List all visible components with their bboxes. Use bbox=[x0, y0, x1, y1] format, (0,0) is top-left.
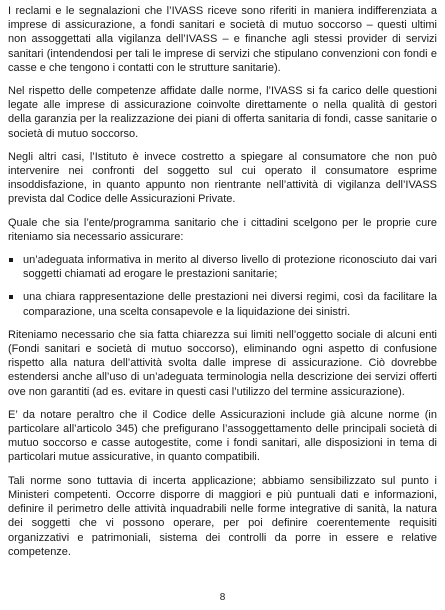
bullet-text: una chiara rappresentazione delle prestazioni nei diversi regimi, così da facilitare la comparazione, una scelta consapevole e la liquidazione dei sinistri. bbox=[23, 291, 437, 318]
bullet-item-rappresentazione bbox=[8, 290, 437, 318]
page-number: 8 bbox=[219, 592, 226, 603]
paragraph-ente-programma: Quale che sia l’ente/programma sanitario che i cittadini scelgono per le proprie cure riteniamo sia necessario assicurare: bbox=[8, 216, 437, 243]
bullet-item-informativa bbox=[8, 253, 437, 281]
paragraph-chiarezza: Riteniamo necessario che sia fatta chiarezza sui limiti nell’oggetto sociale di alcuni enti (Fondi sanitari e società di mutuo soccorso), eliminando ogni aspetto di confusione rispetto alla natura dell’attività svolta dalle imprese di assicurazione. Ciò dovrebbe estendersi anche all’uso di un’adeguata terminologia nella descrizione dei servizi offerti ove non garantiti (ad es. evitare in questi casi l’utilizzo del termine assicurazione). bbox=[8, 328, 437, 398]
paragraph-competenze: Nel rispetto delle competenze affidate dalle norme, l’IVASS si fa carico delle questioni legate alle imprese di assicurazione coinvolte direttamente o nella qualità di gestori della garanzia per la realizzazione dei piani di offerta sanitaria di fondi, casse sanitarie o società di mutuo soccorso. bbox=[8, 85, 437, 140]
paragraph-reclami: I reclami e le segnalazioni che l’IVASS riceve sono riferiti in maniera indifferenziata a imprese di assicurazione, a fondi sanitari e società di mutuo soccorso – questi ultimi non assoggettati alla vigilanza dell’IVASS – e finanche agli stessi provider di servizi sanitari (intendendosi per tali le imprese di servizi che stipulano convenzioni con fondi e casse e che tengono i contatti con le strutture sanitarie). bbox=[8, 5, 437, 74]
paragraph-norme: Tali norme sono tuttavia di incerta applicazione; abbiamo sensibilizzato sul punto i Ministeri competenti. Occorre disporre di maggiori e più puntuali dati e informazioni, definire il perimetro delle attività inquadrabili nelle forme integrative di sanità, la natura dei soggetti che vi possono operare, per poi definire coerentemente requisiti organizzativi e patrimoniali, sistema dei controlli da porre in essere e relative competenze. bbox=[8, 474, 437, 558]
paragraph-codice: E’ da notare peraltro che il Codice delle Assicurazioni include già alcune norme (in particolare all’articolo 345) che prefigurano l’assoggettamento delle principali società di mutuo soccorso e casse autogestite, come i fondi sanitari, alle disposizioni in tema di particolari mutue assicurative, in quanto compatibili. bbox=[8, 408, 437, 464]
paragraph-altri-casi: Negli altri casi, l’Istituto è invece costretto a spiegare al consumatore che non può intervenire nei confronti del soggetto sul cui operato il consumatore esprime insoddisfazione, in quanto appunto non rientrante nell’attività di vigilanza dell’IVASS prevista dal Codice delle Assicurazioni Private. bbox=[8, 150, 437, 206]
square-bullet-icon bbox=[9, 258, 13, 262]
bullet-text: un’adeguata informativa in merito al diverso livello di protezione riconosciuto dai vari soggetti chiamati ad erogare le prestazioni sanitarie; bbox=[23, 254, 437, 281]
square-bullet-icon bbox=[9, 295, 13, 299]
bullet-list bbox=[8, 253, 437, 319]
